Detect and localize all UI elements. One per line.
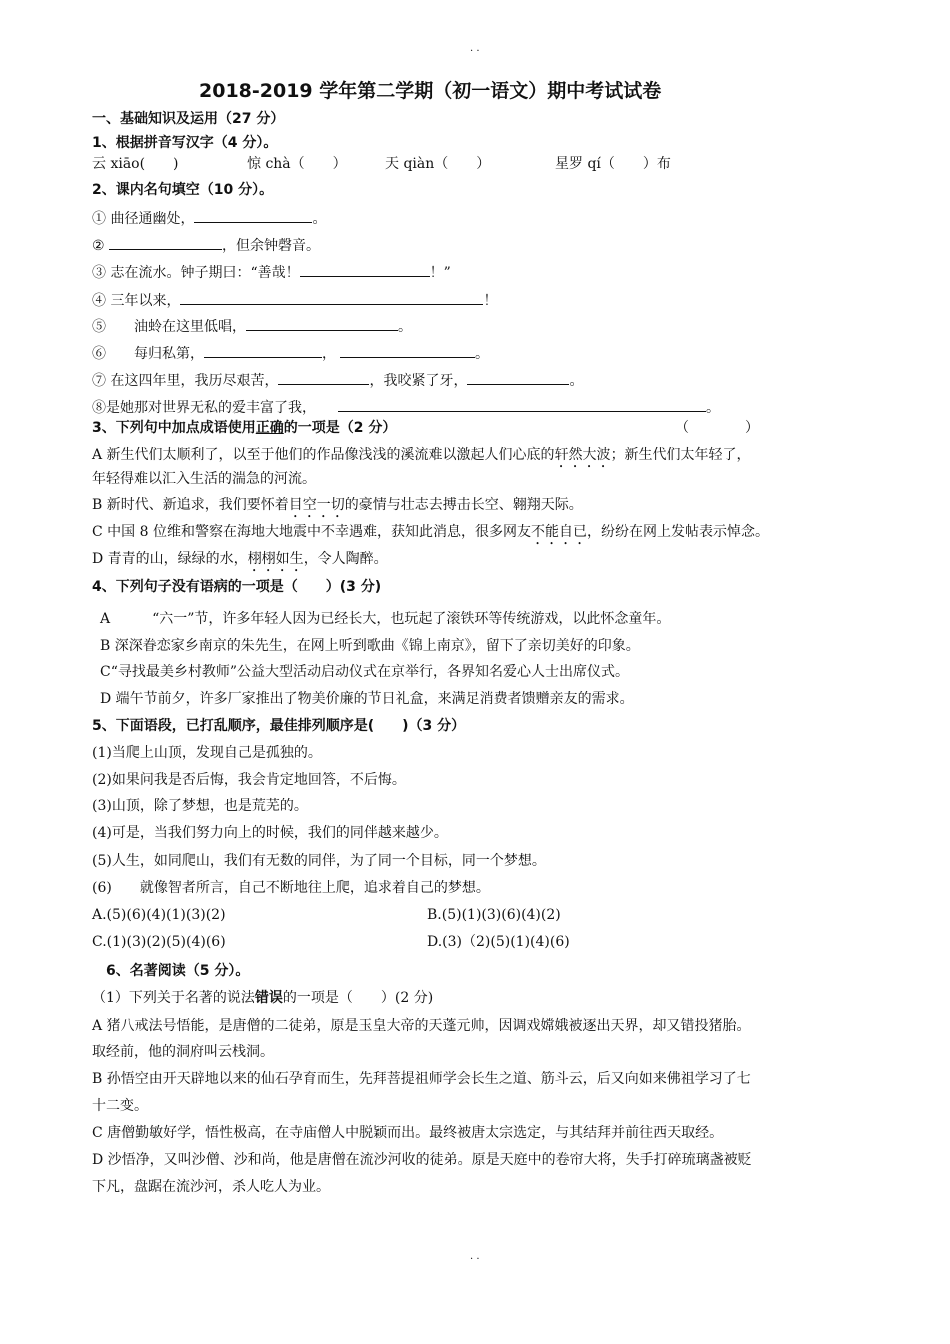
fill-line: ① 曲径通幽处， 。 — [92, 208, 326, 228]
order-option-d: D.(3)（2)(5)(1)(4)(6) — [427, 934, 570, 950]
pinyin-item: 星罗 qí（ ）布 — [555, 156, 671, 172]
question-3-heading: 3、下列句中加点成语使用正确的一项是（2 分） — [92, 420, 397, 436]
option-a: A 新生代们太顺利了，以至于他们的作品像浅浅的溪流难以激起人们心底的轩然大波；新生代们太年轻了， — [92, 447, 751, 463]
option-a: A 猪八戒法号悟能，是唐僧的二徒弟，原是玉皇大帝的天蓬元帅，因调戏嫦娥被逐出天界，却又错投猪胎。 — [92, 1018, 751, 1034]
fill-line: ② ，但余钟磬音。 — [92, 235, 320, 255]
option-b-continued: 十二变。 — [92, 1098, 148, 1114]
option-d: D 青青的山，绿绿的水，栩栩如生，令人陶醉。 — [92, 551, 388, 567]
option-a: A “六一”节，许多年轻人因为已经长大，也玩起了滚铁环等传统游戏，以此怀念童年。 — [100, 611, 671, 627]
option-a-continued: 取经前，他的洞府叫云栈洞。 — [92, 1044, 274, 1060]
question-6-heading: 6、名著阅读（5 分）。 — [106, 963, 250, 979]
option-c: C 中国 8 位维和警察在海地大地震中不幸遇难，获知此消息，很多网友不能自已，纷纷在网上发帖表示悼念。 — [92, 524, 769, 540]
sentence-line: (3)山顶，除了梦想，也是荒芜的。 — [92, 798, 308, 814]
pinyin-item: 天 qiàn（ ） — [385, 156, 491, 172]
pinyin-item: 云 xiāo( ) — [92, 156, 179, 172]
fill-line: ⑤ 油蛉在这里低唱， 。 — [92, 316, 412, 336]
header-dots: . . — [470, 43, 480, 54]
pinyin-item: 惊 chà（ ） — [247, 156, 347, 172]
option-b: B 深深眷恋家乡南京的朱先生，在网上听到歌曲《锦上南京》，留下了亲切美好的印象。 — [100, 638, 640, 654]
question-2-heading: 2、课内名句填空（10 分）。 — [92, 182, 274, 198]
footer-dots: . . — [470, 1251, 480, 1262]
answer-parentheses: （ ） — [675, 420, 759, 436]
section-heading: 一、基础知识及运用（27 分） — [92, 111, 285, 127]
sentence-line: (1)当爬上山顶，发现自己是孤独的。 — [92, 745, 322, 761]
fill-line: ④ 三年以来， ！ — [92, 290, 497, 310]
fill-line: ③ 志在流水。钟子期曰：“善哉！ ！” — [92, 262, 451, 282]
sentence-line: (4)可是，当我们努力向上的时候，我们的同伴越来越少。 — [92, 825, 448, 841]
sentence-line: (6) 就像智者所言，自己不断地往上爬，追求着自己的梦想。 — [92, 880, 490, 896]
sentence-line: (5)人生，如同爬山，我们有无数的同伴，为了同一个目标，同一个梦想。 — [92, 853, 546, 869]
option-d: D 端午节前夕，许多厂家推出了物美价廉的节日礼盒，来满足消费者馈赠亲友的需求。 — [100, 691, 634, 707]
question-6-sub: （1）下列关于名著的说法错误的一项是（ ）(2 分) — [92, 990, 434, 1006]
fill-line: ⑥ 每归私第， ， 。 — [92, 343, 489, 363]
order-option-a: A.(5)(6)(4)(1)(3)(2) — [92, 907, 226, 923]
fill-line: ⑦ 在这四年里，我历尽艰苦， ，我咬紧了牙， 。 — [92, 370, 583, 390]
sentence-line: (2)如果问我是否后悔，我会肯定地回答，不后悔。 — [92, 772, 406, 788]
question-5-heading: 5、下面语段，已打乱顺序，最佳排列顺序是( )（3 分） — [92, 718, 466, 734]
fill-line: ⑧是她那对世界无私的爱丰富了我， 。 — [92, 397, 720, 417]
page-title: 2018-2019 学年第二学期（初一语文）期中考试试卷 — [199, 80, 662, 102]
option-b: B 新时代、新追求，我们要怀着目空一切的豪情与壮志去搏击长空、翱翔天际。 — [92, 497, 583, 513]
option-d-continued: 下凡，盘踞在流沙河，杀人吃人为业。 — [92, 1179, 330, 1195]
order-option-b: B.(5)(1)(3)(6)(4)(2) — [427, 907, 561, 923]
option-a-continued: 年轻得难以汇入生活的湍急的河流。 — [92, 471, 316, 487]
question-1-heading: 1、根据拼音写汉字（4 分）。 — [92, 135, 278, 151]
option-d: D 沙悟净，又叫沙僧、沙和尚，他是唐僧在流沙河收的徒弟。原是天庭中的卷帘大将，失手打碎琉璃盏被贬 — [92, 1152, 752, 1168]
option-c: C“寻找最美乡村教师”公益大型活动启动仪式在京举行，各界知名爱心人士出席仪式。 — [100, 664, 630, 680]
question-4-heading: 4、下列句子没有语病的一项是（ ）(3 分) — [92, 579, 382, 595]
option-c: C 唐僧勤敏好学，悟性极高，在寺庙僧人中脱颖而出。最终被唐太宗选定，与其结拜并前往西天取经。 — [92, 1125, 724, 1141]
option-b: B 孙悟空由开天辟地以来的仙石孕育而生，先拜菩提祖师学会长生之道、筋斗云，后又向如来佛祖学习了七 — [92, 1071, 751, 1087]
order-option-c: C.(1)(3)(2)(5)(4)(6) — [92, 934, 226, 950]
